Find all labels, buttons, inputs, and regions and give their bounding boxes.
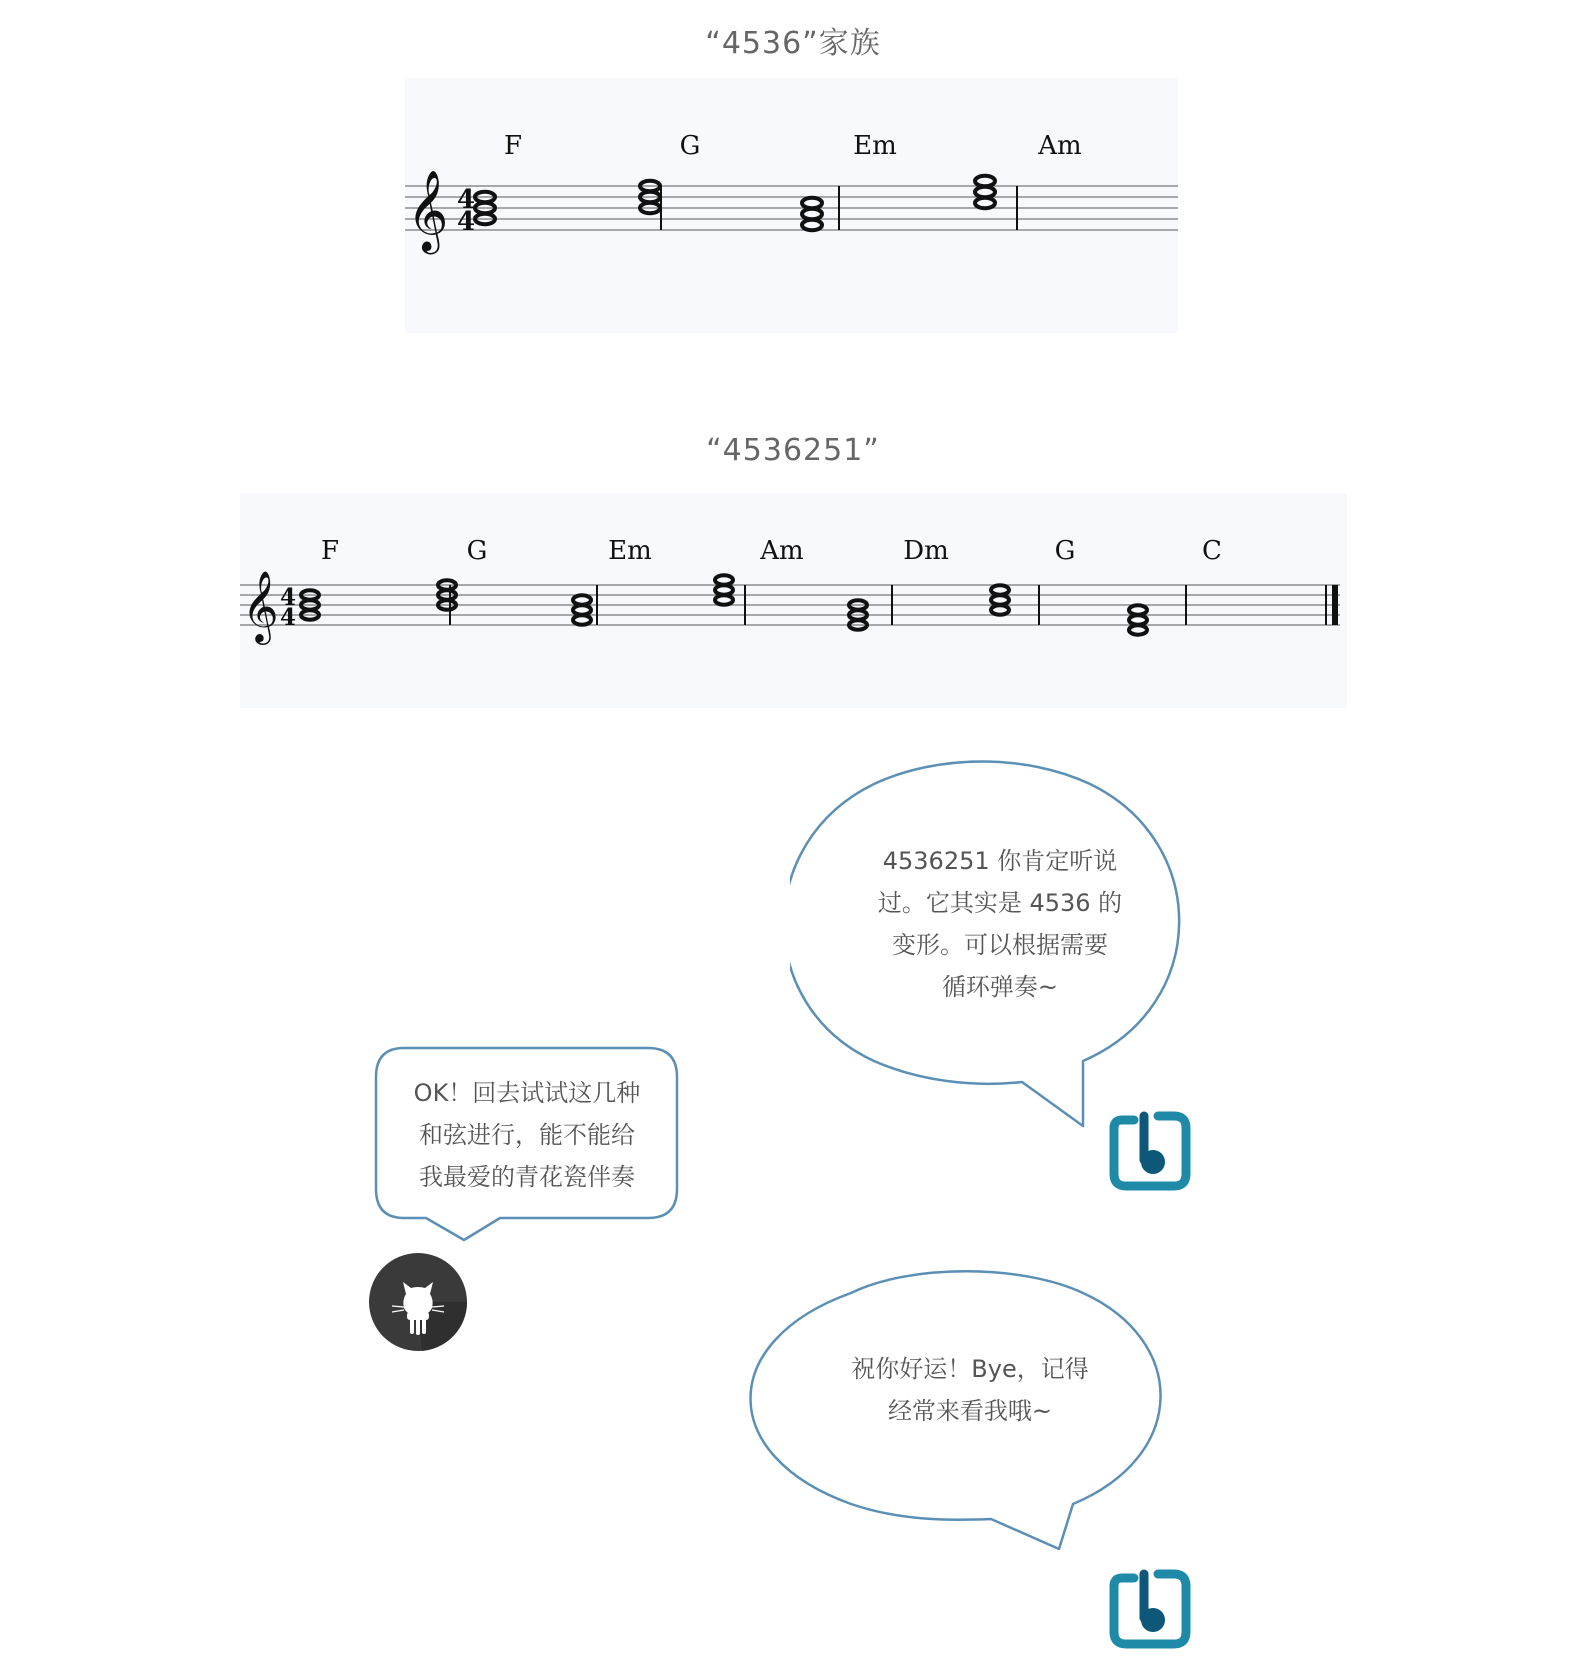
bubble-text-3 bbox=[800, 1348, 1140, 1432]
chord-label: G bbox=[466, 536, 488, 566]
whole-note bbox=[802, 220, 822, 230]
whole-note bbox=[715, 585, 733, 594]
chord-notes bbox=[975, 176, 995, 208]
chord-label: Dm bbox=[903, 536, 949, 566]
section1-caption: “4536”家族 bbox=[705, 26, 881, 61]
whole-note bbox=[991, 595, 1009, 604]
svg-text:4: 4 bbox=[280, 584, 297, 611]
chord-label: Em bbox=[853, 131, 897, 161]
bubble-line: 祝你好运！Bye，记得 bbox=[851, 1355, 1089, 1383]
note-logo-icon bbox=[1108, 1566, 1194, 1652]
chord-label: G bbox=[1054, 536, 1076, 566]
chord-notes bbox=[991, 585, 1009, 614]
svg-text:4: 4 bbox=[457, 185, 476, 215]
chord-label: G bbox=[679, 131, 701, 161]
whole-note bbox=[975, 198, 995, 208]
bubble-line: 循环弹奏~ bbox=[941, 973, 1059, 1001]
chord-label: Em bbox=[608, 536, 652, 566]
whole-note bbox=[1129, 605, 1147, 614]
whole-note bbox=[802, 198, 822, 208]
whole-note bbox=[975, 176, 995, 186]
bubble-line: 我最爱的青花瓷伴奏 bbox=[419, 1163, 635, 1191]
bubble-line: 和弦进行，能不能给 bbox=[419, 1121, 635, 1149]
score-4536 bbox=[405, 78, 1178, 333]
chord-notes bbox=[1129, 605, 1147, 634]
chord-label: F bbox=[320, 536, 340, 566]
section2-caption: “4536251” bbox=[706, 433, 880, 468]
whole-note bbox=[573, 615, 591, 624]
svg-text:4: 4 bbox=[457, 207, 476, 237]
svg-text:4: 4 bbox=[280, 604, 297, 631]
whole-note bbox=[975, 187, 995, 197]
chord-label: Am bbox=[760, 536, 804, 566]
whole-note bbox=[573, 605, 591, 614]
chord-notes bbox=[573, 595, 591, 624]
whole-note bbox=[715, 575, 733, 584]
treble-clef-icon: 𝄞 bbox=[407, 169, 449, 251]
treble-clef-icon: 𝄞 bbox=[242, 569, 279, 642]
bubble-line: OK！回去试试这几种 bbox=[413, 1079, 641, 1107]
bubble-text-2 bbox=[384, 1072, 670, 1198]
whole-note bbox=[991, 585, 1009, 594]
chord-notes bbox=[715, 575, 733, 604]
bubble-line: 经常来看我哦~ bbox=[887, 1397, 1053, 1425]
whole-note bbox=[1129, 625, 1147, 634]
score-4536251 bbox=[240, 493, 1347, 708]
bubble-line: 过。它其实是 4536 的 bbox=[877, 889, 1123, 917]
bubble-text-1 bbox=[840, 840, 1160, 1008]
whole-note bbox=[802, 209, 822, 219]
whole-note bbox=[1129, 615, 1147, 624]
chord-label: C bbox=[1202, 536, 1222, 566]
bubble-line: 4536251 你肯定听说 bbox=[882, 847, 1118, 875]
chord-label: Am bbox=[1038, 131, 1082, 161]
whole-note bbox=[991, 605, 1009, 614]
chord-label: F bbox=[503, 131, 523, 161]
note-logo-icon bbox=[1108, 1108, 1194, 1194]
whole-note bbox=[573, 595, 591, 604]
whole-note bbox=[715, 595, 733, 604]
chord-notes bbox=[802, 198, 822, 230]
avatar bbox=[368, 1252, 468, 1352]
bubble-line: 变形。可以根据需要 bbox=[892, 931, 1108, 959]
